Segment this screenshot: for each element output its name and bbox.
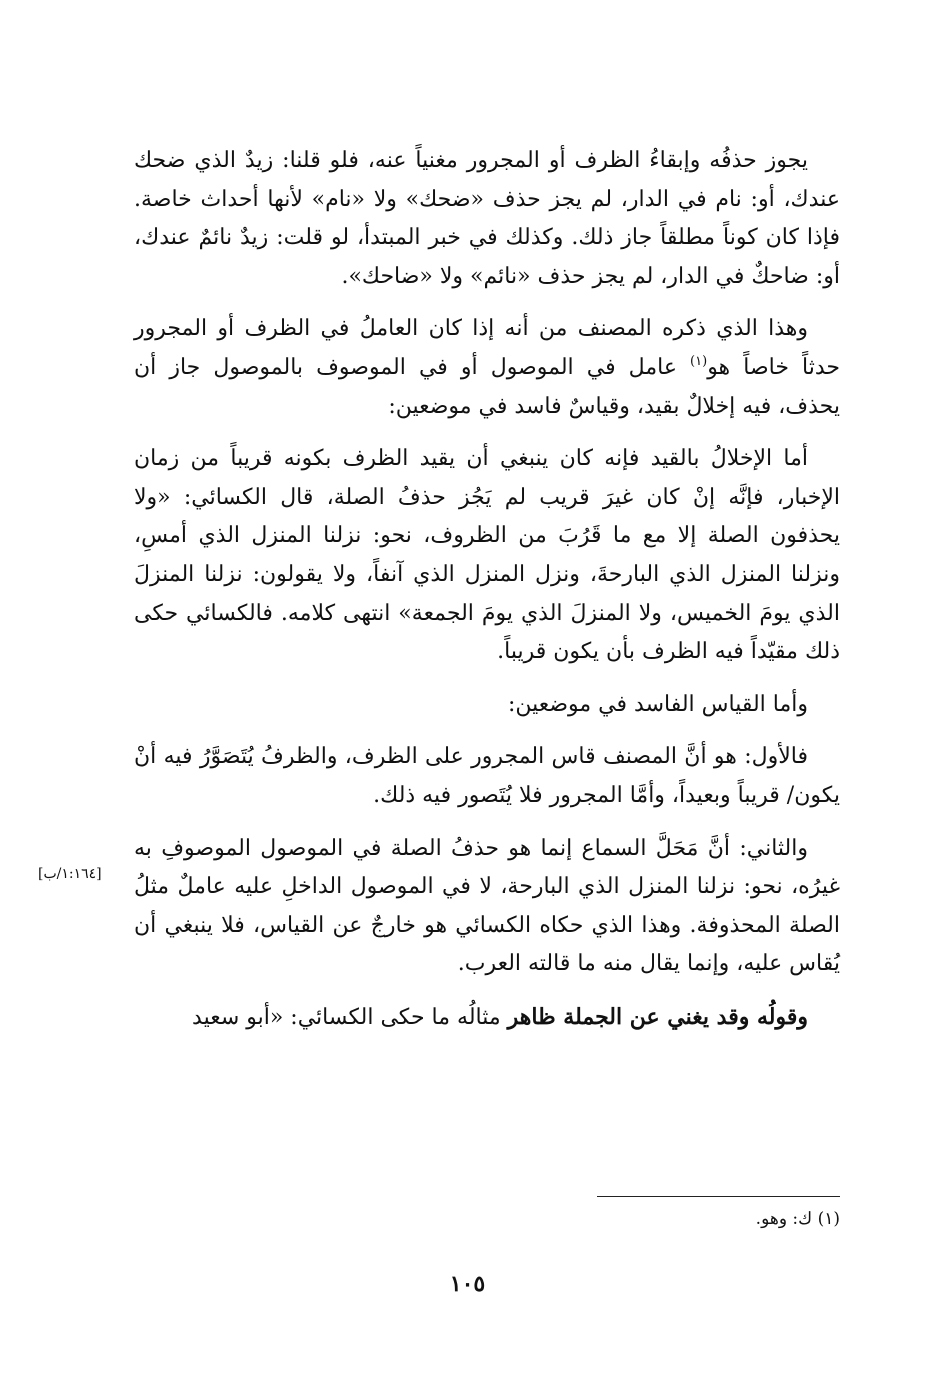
main-text xyxy=(134,142,840,1037)
manuscript-folio-note: [١:١٦٤/ب] xyxy=(38,866,102,882)
paragraph-5: فالأول: هو أنَّ المصنف قاس المجرور على الظرف، والظرفُ يُتَصَوَّرُ فيه أنْ يكون/ قريباً وبعيداً، وأمَّا المجرور فلا يُتَصور فيه ذلك. xyxy=(134,744,840,808)
footnote: (١) ك: وهو. xyxy=(755,1209,840,1229)
paragraph-1: يجوز حذفُه وإبقاءُ الظرف أو المجرور مغنياً عنه، فلو قلنا: زيدٌ الذي ضحك عندك، أو: نام في الدار، لم يجز حذف «ضحك» ولا «نام» لأنها أحداث خاصة. فإذا كان كوناً مطلقاً جاز ذلك. وكذلك في خبر المبتدأ، لو قلت: زيدٌ نائمٌ عندك، أو: ضاحكٌ في الدار، لم يجز حذف «نائم» ولا «ضاحك». xyxy=(134,148,840,289)
paragraph-7-rest: مثالُه ما حكى الكسائي: «أبو سعيد xyxy=(192,1004,508,1030)
paragraph-6: والثاني: أنَّ مَحَلَّ السماع إنما هو حذفُ الصلة في الموصول الموصوفِ به غيرُه، نحو: نزلنا المنزل الذي البارحة، لا في الموصول الداخلِ عليه عاملٌ مثلُ الصلة المحذوفة. وهذا الذي حكاه الكسائي هو خارجٌ عن القياس، فلا ينبغي أن يُقاس عليه، وإنما يقال منه ما قالته العرب. xyxy=(134,835,840,977)
footnote-separator xyxy=(597,1196,840,1197)
paragraph-7-bold-quote: وقولُه وقد يغني عن الجملة ظاهر xyxy=(507,1003,808,1030)
paragraph-7 xyxy=(134,998,840,1038)
paragraph-2 xyxy=(134,310,840,426)
paragraph-2-start: وهذا الذي ذكره المصنف من أنه إذا كان العاملُ في الظرف أو المجرور حدثاً خاصاً هو xyxy=(134,316,840,380)
paragraph-4: وأما القياس الفاسد في موضعين: xyxy=(507,691,808,717)
footnote-reference: (١) xyxy=(690,353,708,369)
paragraph-3: أما الإخلالُ بالقيد فإنه كان ينبغي أن يقيد الظرف بكونه قريباً من زمان الإخبار، فإنَّه إنْ كان غيرَ قريب لم يَجُز حذفُ الصلة، قال الكسائي: «ولا يحذفون الصلة إلا مع ما قَرُبَ من الظروف، نحو: نزلنا المنزل الذي أمسِ، ونزلنا المنزل الذي البارحةَ، ونزل المنزل الذي آنفاً، ولا يقولون: نزلنا المنزلَ الذي يومَ الخميس، ولا المنزلَ الذي يومَ الجمعة» انتهى كلامه. فالكسائي حكى ذلك مقيّداً فيه الظرف بأن يكون قريباً. xyxy=(134,446,840,665)
page-number: ١٠٥ xyxy=(449,1271,486,1297)
paragraph-2-end: عامل في الموصول أو في الموصوف بالموصول جاز أن يحذف، فيه إخلالٌ بقيد، وقياسٌ فاسد في موضعين: xyxy=(134,354,840,419)
